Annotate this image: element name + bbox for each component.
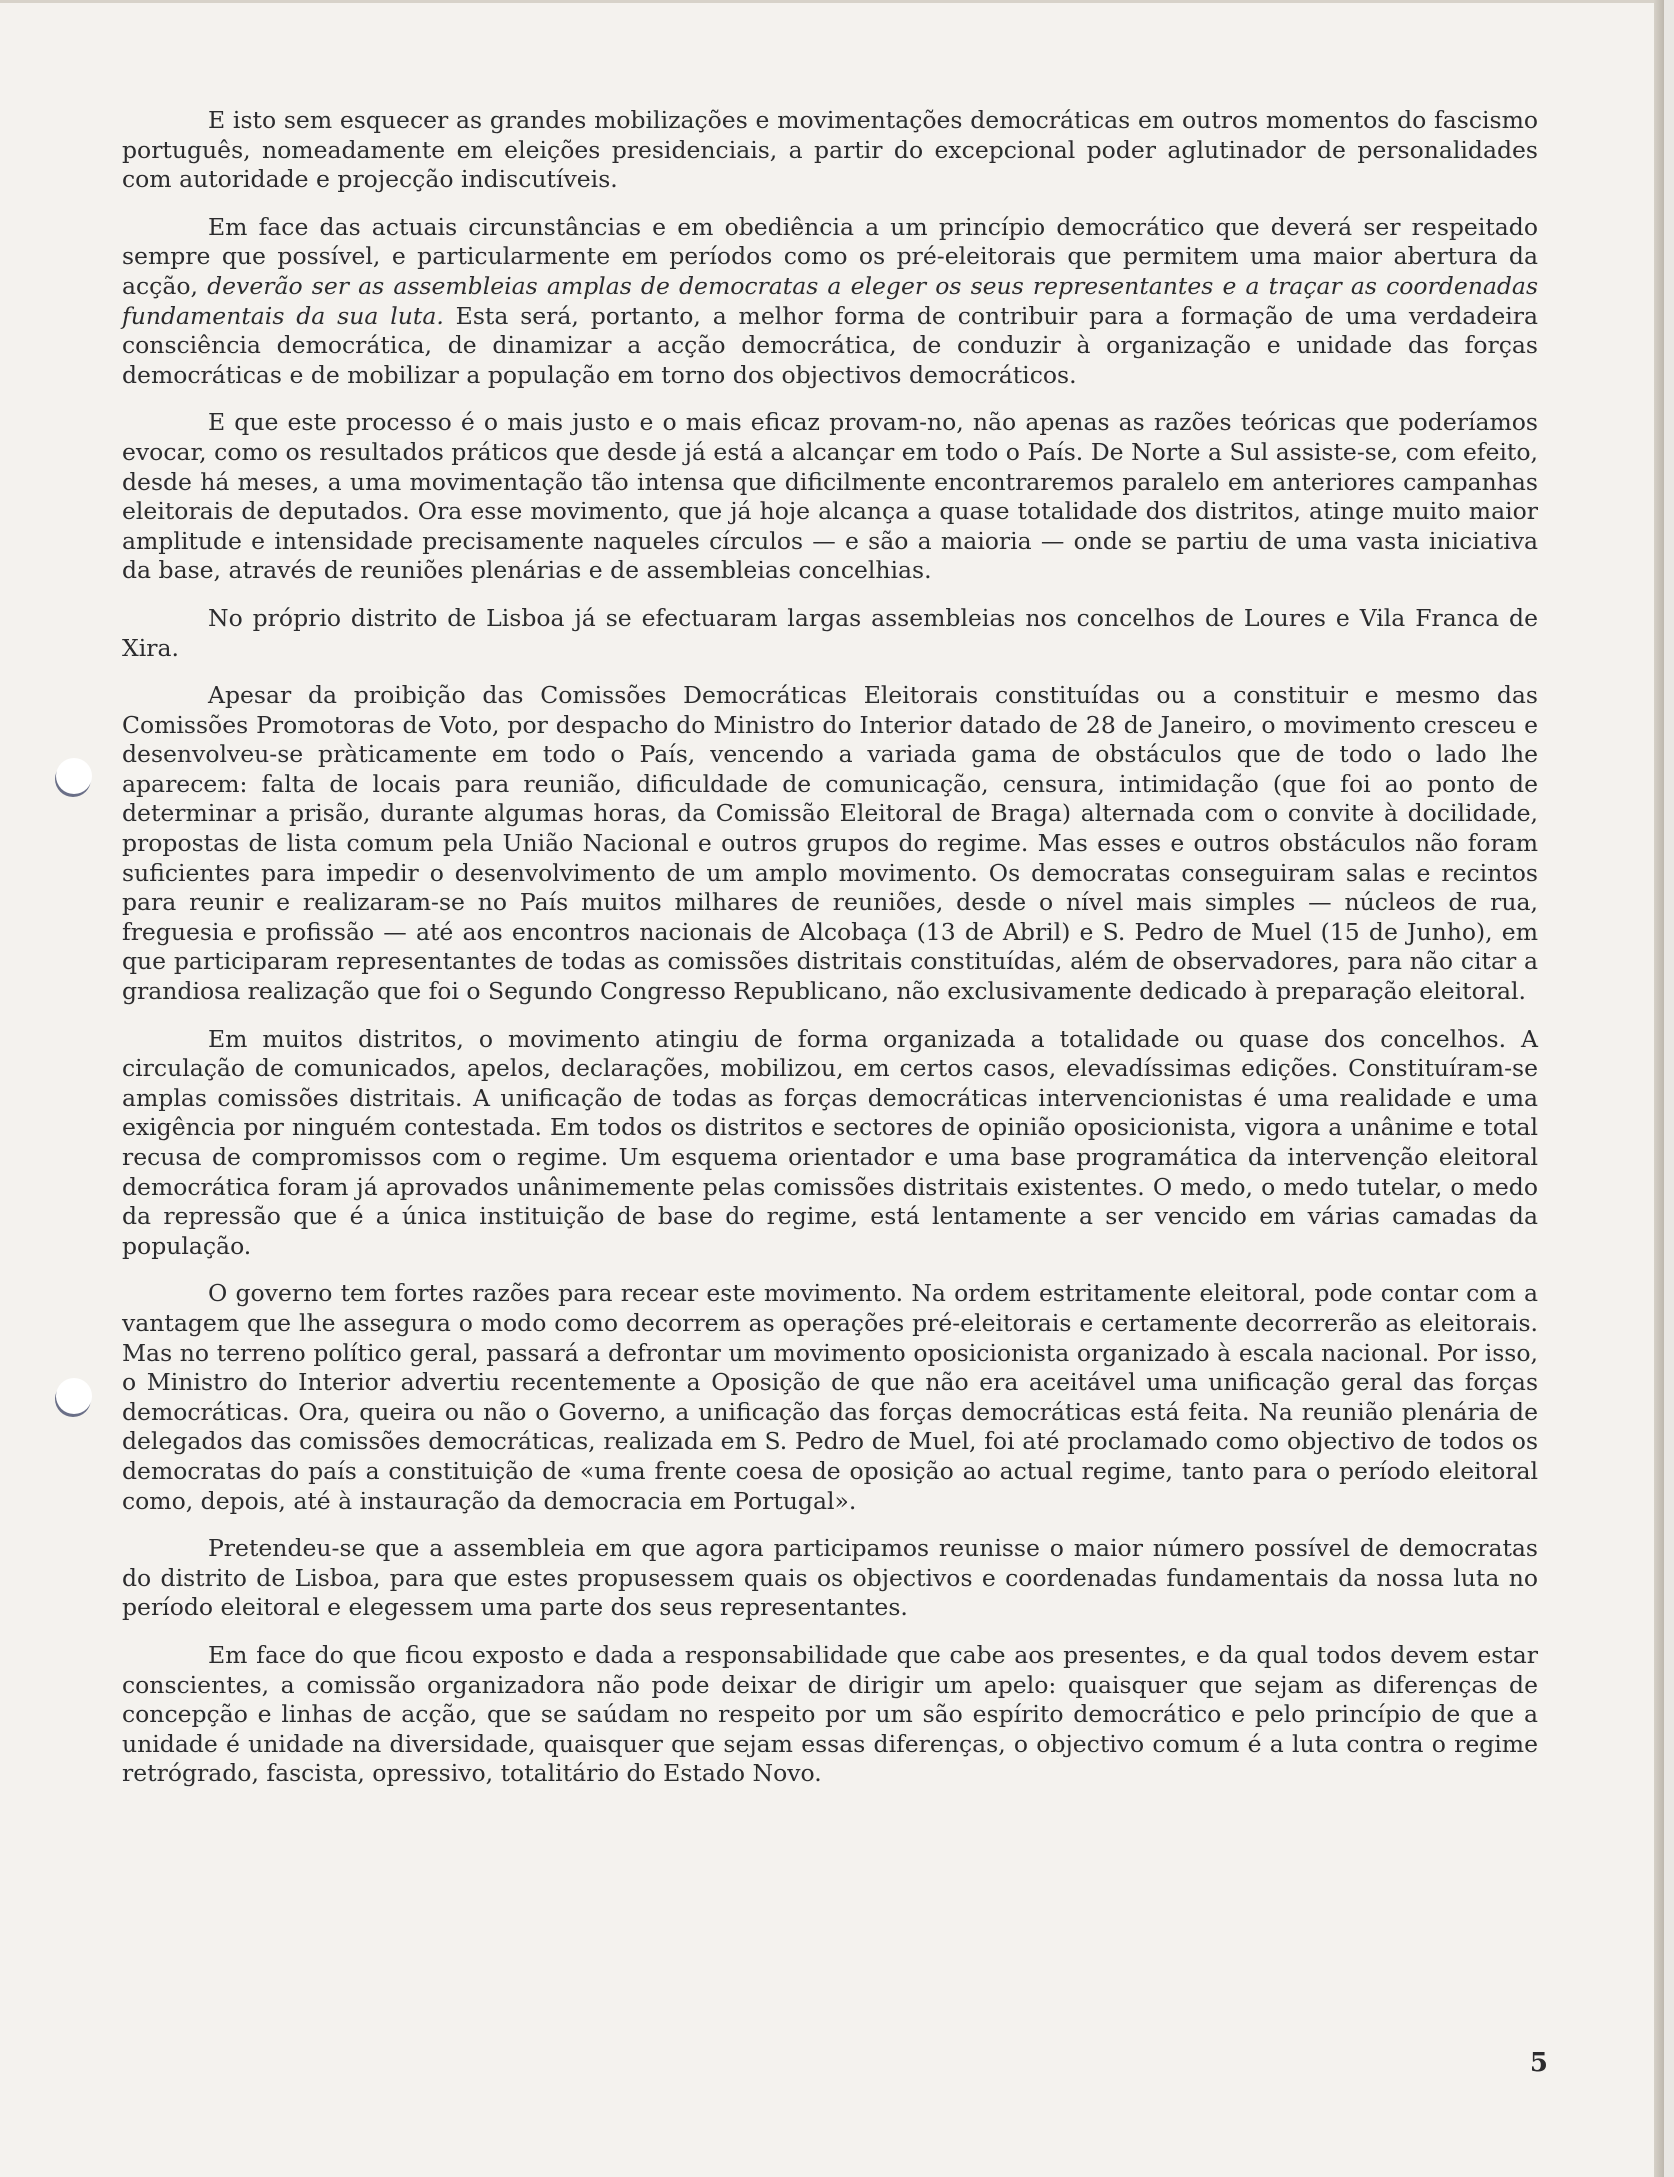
paragraph-text: O governo tem fortes razões para recear este movimento. Na ordem estritamente eleitoral, pode contar com a vantagem que lhe assegura o modo como decorrem as operações pré-eleitorais e certamente decorrerão as eleitorais. Mas no terreno político geral, passará a defrontar um movimento oposicionista organizado à escala nacional. Por isso, o Ministro do Interior advertiu recentemente a Oposição de que não era aceitável uma unificação geral das forças democráticas. Ora, queira ou não o Governo, a unificação das forças democráticas está feita. Na reunião plenária de delegados das comissões democráticas, realizada em S. Pedro de Muel, foi até proclamado como objectivo de todos os democratas do país a constituição de «uma frente coesa de oposição ao actual regime, tanto para o período eleitoral como, depois, até à instauração da democracia em Portugal». xyxy=(122,1279,1538,1515)
paragraph-8 xyxy=(122,1534,1538,1623)
paragraph-4 xyxy=(122,604,1538,663)
paragraph-3 xyxy=(122,408,1538,586)
paragraph-text: Em face das actuais circunstâncias e em obediência a um princípio democrático que deverá ser respeitado sempre que possível, e particularmente em períodos como os pré-eleitorais que permitem uma maior abertura da acção, xyxy=(122,212,1538,300)
paragraph-text: E que este processo é o mais justo e o mais eficaz provam-no, não apenas as razões teóricas que poderíamos evocar, como os resultados práticos que desde já está a alcançar em todo o País. De Norte a Sul assiste-se, com efeito, desde há meses, a uma movimentação tão intensa que dificilmente encontraremos paralelo em anteriores campanhas eleitorais de deputados. Ora esse movimento, que já hoje alcança a quase totalidade dos distritos, atinge muito maior amplitude e intensidade precisamente naqueles círculos — e são a maioria — onde se partiu de uma vasta iniciativa da base, através de reuniões plenárias e de assembleias concelhias. xyxy=(122,408,1538,585)
paragraph-7 xyxy=(122,1279,1538,1516)
page-number: 5 xyxy=(1529,2048,1548,2078)
paragraph-1 xyxy=(122,106,1538,195)
page-shadow xyxy=(1654,0,1664,2177)
paragraph-6 xyxy=(122,1025,1538,1262)
page-edge xyxy=(0,0,1664,3)
paragraph-5 xyxy=(122,681,1538,1007)
punch-hole-lower xyxy=(56,1378,92,1414)
paragraph-9 xyxy=(122,1641,1538,1789)
paragraph-text: E isto sem esquecer as grandes mobilizações e movimentações democráticas em outros momentos do fascismo português, nomeadamente em eleições presidenciais, a partir do excepcional poder aglutinador de personalidades com autoridade e projecção indiscutíveis. xyxy=(122,106,1538,194)
paragraph-text: Em face do que ficou exposto e dada a responsabilidade que cabe aos presentes, e da qual todos devem estar conscientes, a comissão organizadora não pode deixar de dirigir um apelo: quaisquer que sejam as diferenças de concepção e linhas de acção, que se saúdam no respeito por um são espírito democrático e pelo princípio de que a unidade é unidade na diversidade, quaisquer que sejam essas diferenças, o objectivo comum é a luta contra o regime retrógrado, fascista, opressivo, totalitário do Estado Novo. xyxy=(122,1640,1538,1788)
emphasized-text: deverão ser as assembleias amplas de democratas a eleger os seus representantes e a traçar as coordenadas fundamentais da sua luta. xyxy=(122,271,1538,330)
punch-hole-upper xyxy=(56,758,92,794)
paragraph-text: No próprio distrito de Lisboa já se efectuaram largas assembleias nos concelhos de Loures e Vila Franca de Xira. xyxy=(122,603,1538,662)
paragraph-text: Pretendeu-se que a assembleia em que agora participamos reunisse o maior número possível de democratas do distrito de Lisboa, para que estes propusessem quais os objectivos e coordenadas fundamentais da nossa luta no período eleitoral e elegessem uma parte dos seus representantes. xyxy=(122,1534,1538,1622)
paragraph-text: Esta será, portanto, a melhor forma de contribuir para a formação de uma verdadeira consciência democrática, de dinamizar a acção democrática, de conduzir à organização e unidade das forças democráticas e de mobilizar a população em torno dos objectivos democráticos. xyxy=(122,301,1538,389)
paragraph-text: Apesar da proibição das Comissões Democráticas Eleitorais constituídas ou a constituir e mesmo das Comissões Promotoras de Voto, por despacho do Ministro do Interior datado de 28 de Janeiro, o movimento cresceu e desenvolveu-se pràticamente em todo o País, vencendo a variada gama de obstáculos que de todo o lado lhe aparecem: falta de locais para reunião, dificuldade de comunicação, censura, intimidação (que foi ao ponto de determinar a prisão, durante algumas horas, da Comissão Eleitoral de Braga) alternada com o convite à docilidade, propostas de lista comum pela União Nacional e outros grupos do regime. Mas esses e outros obstáculos não foram suficientes para impedir o desenvolvimento de um amplo movimento. Os democratas conseguiram salas e recintos para reunir e realizaram-se no País muitos milhares de reuniões, desde o nível mais simples — núcleos de rua, freguesia e profissão — até aos encontros nacionais de Alcobaça (13 de Abril) e S. Pedro de Muel (15 de Junho), em que participaram representantes de todas as comissões distritais constituídas, além de observadores, para não citar a grandiosa realização que foi o Segundo Congresso Republicano, não exclusivamente dedicado à preparação eleitoral. xyxy=(122,681,1538,1006)
paragraph-2 xyxy=(122,213,1538,391)
body-text xyxy=(122,106,1538,1807)
paragraph-text: Em muitos distritos, o movimento atingiu de forma organizada a totalidade ou quase dos concelhos. A circulação de comunicados, apelos, declarações, mobilizou, em certos casos, elevadíssimas edições. Constituíram-se amplas comissões distritais. A unificação de todas as forças democráticas intervencionistas é uma realidade e uma exigência por ninguém contestada. Em todos os distritos e sectores de opinião oposicionista, vigora a unânime e total recusa de compromissos com o regime. Um esquema orientador e uma base programática da intervenção eleitoral democrática foram já aprovados unânimemente pelas comissões distritais existentes. O medo, o medo tutelar, o medo da repressão que é a única instituição de base do regime, está lentamente a ser vencido em várias camadas da população. xyxy=(122,1024,1538,1260)
